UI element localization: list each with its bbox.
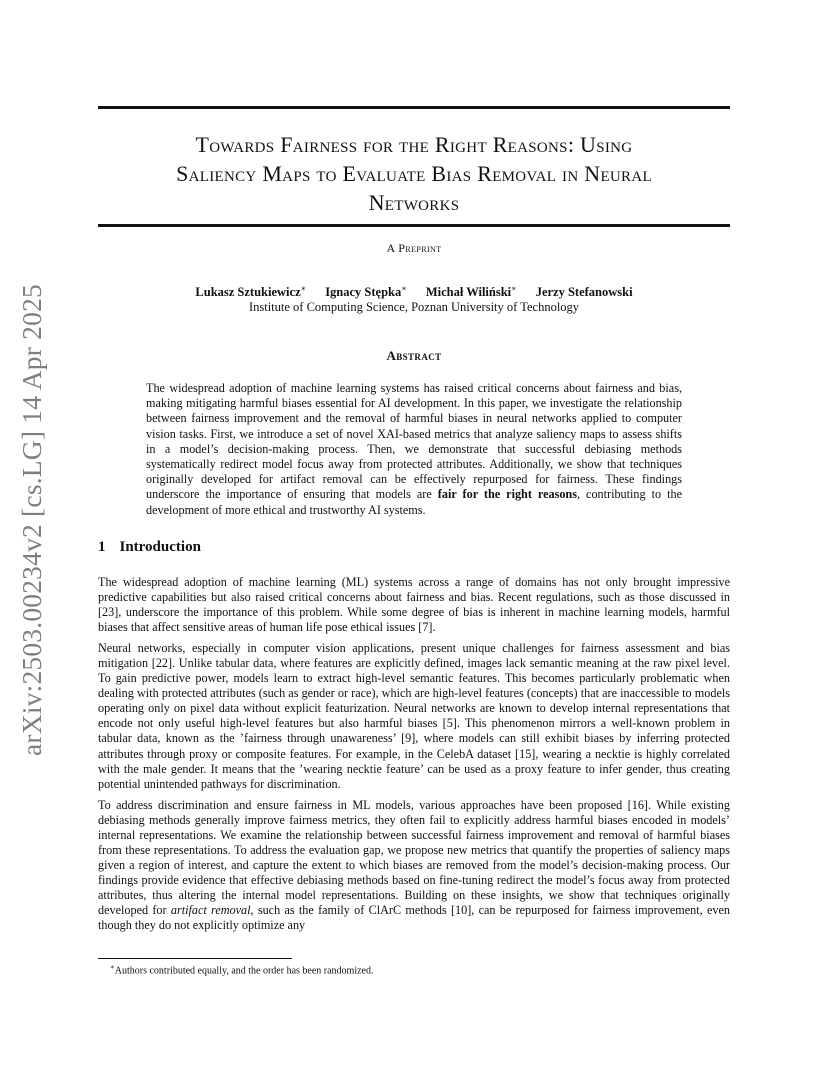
paragraph-3: To address discrimination and ensure fairness in ML models, various approaches have been proposed [16]. While existing debiasing methods generally improve fairness metrics, they often fail to explicitly address harmful biases encoded in models’ internal representations. We examine the relationship between successful fairness improvement and removal of harmful biases from these representations. To address the evaluation gap, we propose new metrics that quantify the properties of saliency maps given a region of interest, and capture the extent to which biases are removed from the model’s decision-making process. Our findings provide evidence that effective debiasing methods based on fine-tuning redirect the model’s focus away from protected attributes, thus altering the internal model representations. Building on these insights, we show that techniques originally developed for artifact removal, such as the family of ClArC methods [10], can be repurposed for fairness improvement, even though they do not explicitly optimize any xyxy=(98,797,730,933)
paper-title xyxy=(98,130,730,217)
abstract-text: The widespread adoption of machine learning systems has raised critical concerns about fairness and bias, making mitigating harmful biases essential for AI development. In this paper, we investigate the relationship between fairness improvement and the removal of harmful biases in neural networks applied to computer vision tasks. First, we introduce a set of novel XAI-based metrics that analyze saliency maps to assess shifts in a model’s decision-making process. Then, we demonstrate that successful debiasing methods systematically redirect model focus away from protected attributes. Additionally, we show that techniques originally developed for artifact removal can be effectively repurposed for fairness. These findings underscore the importance of ensuring that models are fair for the right reasons, contributing to the development of more ethical and trustworthy AI systems. xyxy=(146,381,683,517)
affiliation: Institute of Computing Science, Poznan University of Technology xyxy=(248,300,580,314)
section-title: Introduction xyxy=(119,539,201,555)
footnote xyxy=(110,963,373,976)
title-top-rule xyxy=(98,106,730,109)
section-heading-introduction xyxy=(98,539,201,556)
author-3: Michał Wiliński∗ xyxy=(425,284,517,300)
title-line-2: Saliency Maps to Evaluate Bias Removal in Neural xyxy=(176,161,652,186)
introduction-body xyxy=(98,575,730,939)
artifact-removal-emphasis: artifact removal xyxy=(170,902,251,917)
abstract-emphasis: fair for the right reasons xyxy=(437,487,577,502)
footnote-rule xyxy=(98,958,292,959)
title-line-3: Networks xyxy=(368,190,460,215)
paragraph-1: The widespread adoption of machine learning (ML) systems across a range of domains has not only brought impressive predictive capabilities but also raised critical concerns about fairness and bias. Recent regulations, such as those discussed in [23], underscore the importance of this problem. While some degree of bias is inherent in machine learning models, harmful biases that affect sensitive areas of human life pose ethical issues [7]. xyxy=(98,575,730,635)
footnote-mark: ∗ xyxy=(110,963,115,971)
title-line-1: Towards Fairness for the Right Reasons: Using xyxy=(195,132,633,157)
section-number: 1 xyxy=(98,539,106,555)
author-list xyxy=(98,284,730,300)
title-bottom-rule xyxy=(98,224,730,227)
arxiv-identifier xyxy=(12,280,52,760)
paragraph-2: Neural networks, especially in computer vision applications, present unique challenges for fairness assessment and bias mitigation [22]. Unlike tabular data, where features are explicitly defined, images lack semantic meaning at the raw pixel level. To gain predictive power, models learn to extract high-level semantic features. This becomes particularly problematic when dealing with protected attributes (such as gender or race), which are high-level features (concepts) that are inaccessible to models operating only on pixel data without explicit featurization. Neural networks are known to develop internal representations that encode not only useful high-level features but also harmful biases [5]. This phenomenon mirrors a well-known problem in tabular data, known as the ’fairness through unawareness’ [9], where models can still exhibit biases by inferring protected attributes through proxy or composite features. For example, in the CelebA dataset [15], wearing a necktie is highly correlated with the male gender. It means that the ’wearing necktie feature’ can be used as a proxy feature to infer gender, thus creating potential unintended pathways for discrimination. xyxy=(98,641,730,791)
author-1: Lukasz Sztukiewicz∗ xyxy=(195,284,307,300)
preprint-label: A Preprint xyxy=(386,241,442,255)
footnote-text: Authors contributed equally, and the order has been randomized. xyxy=(114,965,374,977)
abstract-heading: Abstract xyxy=(386,348,442,363)
arxiv-identifier-text: arXiv:2503.00234v2 [cs.LG] 14 Apr 2025 xyxy=(16,284,47,756)
author-4: Jerzy Stefanowski xyxy=(535,285,633,300)
author-2: Ignacy Stępka∗ xyxy=(325,284,407,300)
